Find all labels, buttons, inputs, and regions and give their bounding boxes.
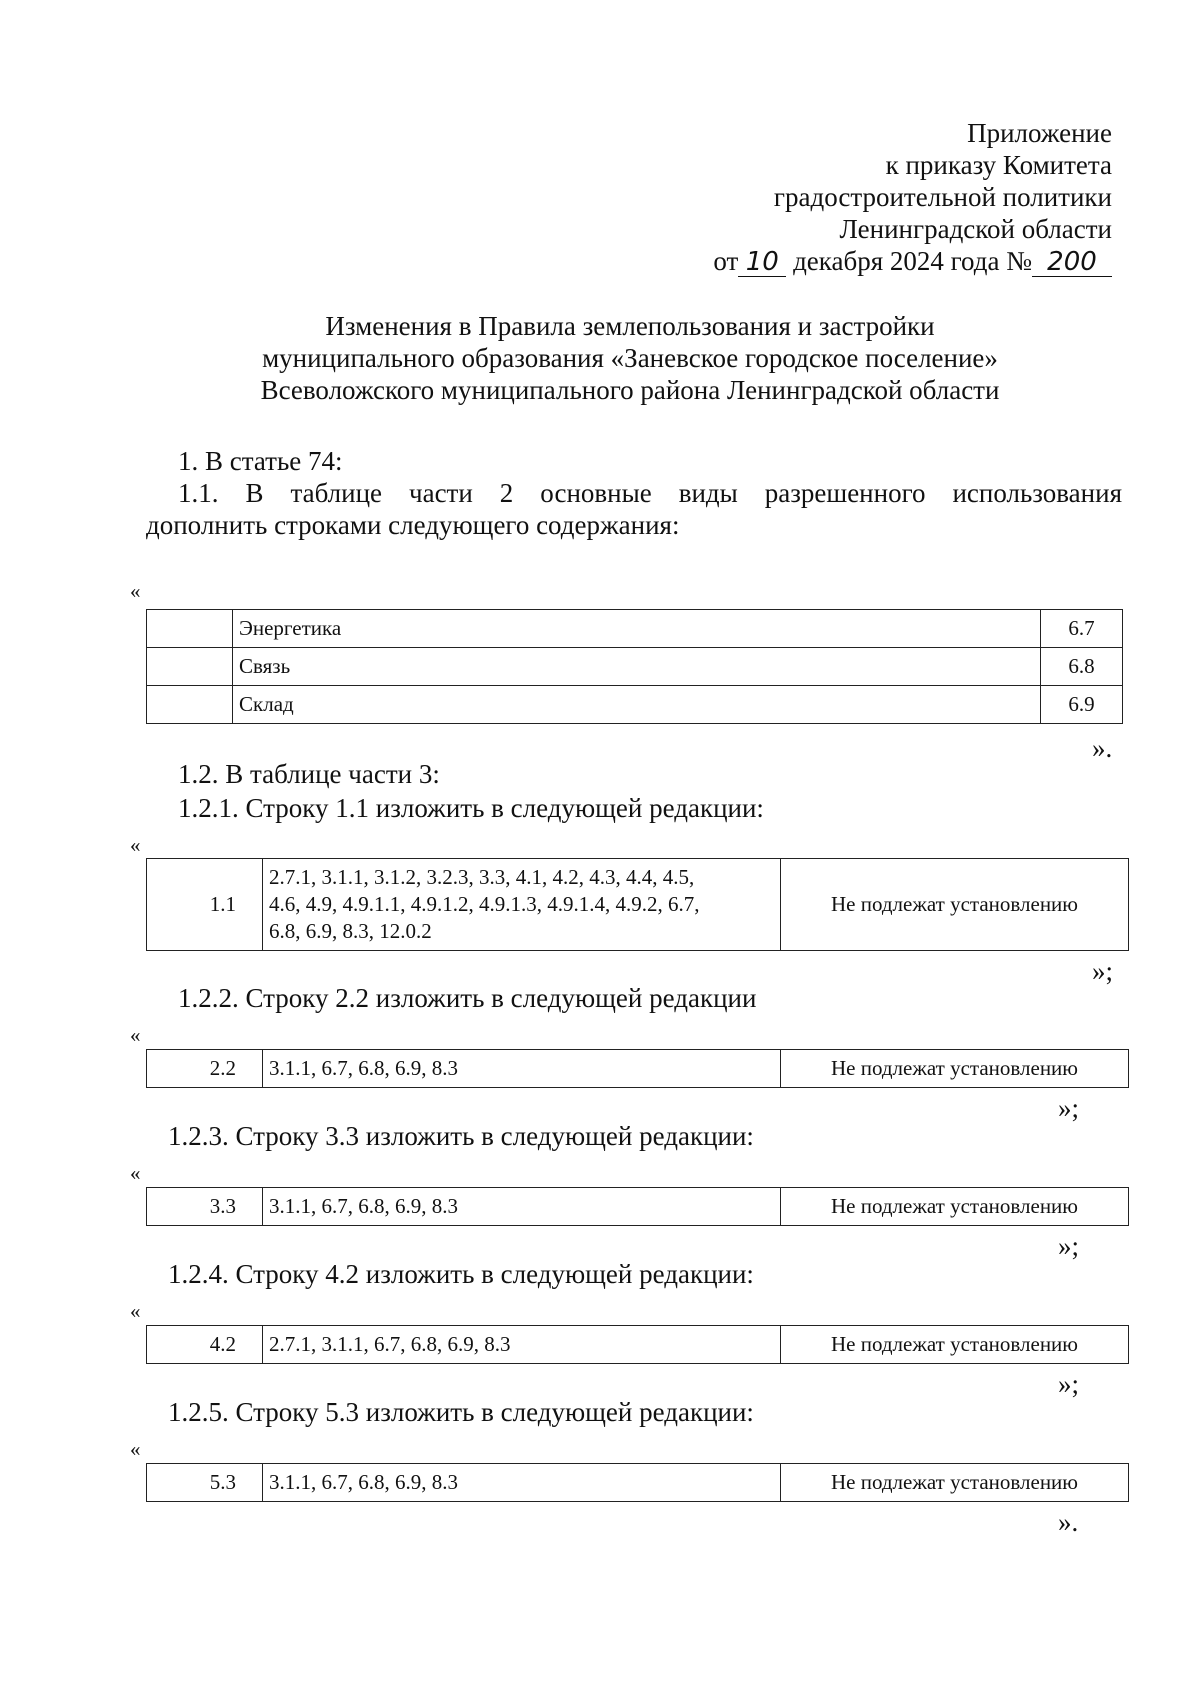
- row-codes: 3.1.1, 6.7, 6.8, 6.9, 8.3: [263, 1050, 781, 1088]
- table-cell-empty: [147, 686, 233, 724]
- table-cell-name: Связь: [233, 648, 1041, 686]
- open-quote: «: [130, 1023, 141, 1047]
- row-number: 2.2: [147, 1050, 263, 1088]
- table-row-3-3: [146, 1187, 1129, 1226]
- open-quote: «: [130, 579, 141, 603]
- table-cell-code: 6.9: [1041, 686, 1123, 724]
- title-line: муниципального образования «Заневское городское поселение»: [262, 343, 998, 373]
- header-line: Приложение: [967, 118, 1112, 148]
- row-codes: [263, 859, 781, 951]
- header-line: градостроительной политики: [773, 182, 1112, 212]
- paragraph-1-1-line2: дополнить строками следующего содержания:: [146, 510, 680, 540]
- table-row: [147, 1188, 1129, 1226]
- paragraph-1-2-2: 1.2.2. Строку 2.2 изложить в следующей редакции: [178, 983, 757, 1013]
- table-row: [147, 1464, 1129, 1502]
- row-note: Не подлежат установлению: [781, 859, 1129, 951]
- row-number: 3.3: [147, 1188, 263, 1226]
- header-line: к приказу Комитета: [885, 150, 1112, 180]
- row-note: Не подлежат установлению: [781, 1326, 1129, 1364]
- table-cell-name: Энергетика: [233, 610, 1041, 648]
- row-number: 1.1: [147, 859, 263, 951]
- row-codes: 3.1.1, 6.7, 6.8, 6.9, 8.3: [263, 1188, 781, 1226]
- table-cell-empty: [147, 610, 233, 648]
- table-row-4-2: [146, 1325, 1129, 1364]
- row-note: Не подлежат установлению: [781, 1188, 1129, 1226]
- document-header: [552, 117, 1112, 277]
- date-prefix: от: [713, 246, 739, 276]
- open-quote: «: [130, 1161, 141, 1185]
- open-quote: «: [130, 833, 141, 857]
- row-note: Не подлежат установлению: [781, 1464, 1129, 1502]
- table-cell-empty: [147, 648, 233, 686]
- close-quote: »;: [1092, 956, 1114, 986]
- open-quote: «: [130, 1299, 141, 1323]
- row-number: 4.2: [147, 1326, 263, 1364]
- table-row-1-1: [146, 858, 1129, 951]
- paragraph-1: 1. В статье 74:: [178, 446, 343, 476]
- row-note: Не подлежат установлению: [781, 1050, 1129, 1088]
- order-number: 200: [1032, 246, 1112, 277]
- row-number: 5.3: [147, 1464, 263, 1502]
- table-cell-code: 6.7: [1041, 610, 1123, 648]
- table-row-2-2: [146, 1049, 1129, 1088]
- table-cell-code: 6.8: [1041, 648, 1123, 686]
- title-line: Изменения в Правила землепользования и застройки: [325, 311, 935, 341]
- table-row: [147, 1326, 1129, 1364]
- paragraph-1-2-3: 1.2.3. Строку 3.3 изложить в следующей редакции:: [168, 1121, 754, 1151]
- table-row: [147, 859, 1129, 951]
- row-codes-line: 6.8, 6.9, 8.3, 12.0.2: [269, 919, 432, 943]
- date-middle: декабря 2024 года №: [793, 246, 1032, 276]
- table-row: [147, 686, 1123, 724]
- title-line: Всеволожского муниципального района Ленинградской области: [260, 375, 1000, 405]
- paragraph-1-2-1: 1.2.1. Строку 1.1 изложить в следующей редакции:: [178, 793, 764, 823]
- paragraph-1-2-5: 1.2.5. Строку 5.3 изложить в следующей редакции:: [168, 1397, 754, 1427]
- row-codes: 2.7.1, 3.1.1, 6.7, 6.8, 6.9, 8.3: [263, 1326, 781, 1364]
- date-day: 10: [738, 246, 786, 277]
- document-title: [0, 310, 1200, 406]
- open-quote: «: [130, 1437, 141, 1461]
- table-cell-name: Склад: [233, 686, 1041, 724]
- row-codes-line: 2.7.1, 3.1.1, 3.1.2, 3.2.3, 3.3, 4.1, 4.2, 4.3, 4.4, 4.5,: [269, 865, 695, 889]
- row-codes: 3.1.1, 6.7, 6.8, 6.9, 8.3: [263, 1464, 781, 1502]
- row-codes-line: 4.6, 4.9, 4.9.1.1, 4.9.1.2, 4.9.1.3, 4.9.1.4, 4.9.2, 6.7,: [269, 892, 700, 916]
- close-quote: ».: [1058, 1507, 1079, 1537]
- close-quote: »;: [1058, 1093, 1080, 1123]
- close-quote: »;: [1058, 1231, 1080, 1261]
- header-date-line: [552, 245, 1112, 277]
- table-row: [147, 610, 1123, 648]
- paragraph-1-1-line1: 1.1. В таблице части 2 основные виды разрешенного использования: [178, 478, 1122, 508]
- table-row-5-3: [146, 1463, 1129, 1502]
- table-main-uses: [146, 609, 1123, 724]
- table-row: [147, 648, 1123, 686]
- header-line: Ленинградской области: [839, 214, 1112, 244]
- close-quote: ».: [1092, 733, 1113, 763]
- close-quote: »;: [1058, 1369, 1080, 1399]
- table-row: [147, 1050, 1129, 1088]
- paragraph-1-2: 1.2. В таблице части 3:: [178, 759, 440, 789]
- paragraph-1-2-4: 1.2.4. Строку 4.2 изложить в следующей редакции:: [168, 1259, 754, 1289]
